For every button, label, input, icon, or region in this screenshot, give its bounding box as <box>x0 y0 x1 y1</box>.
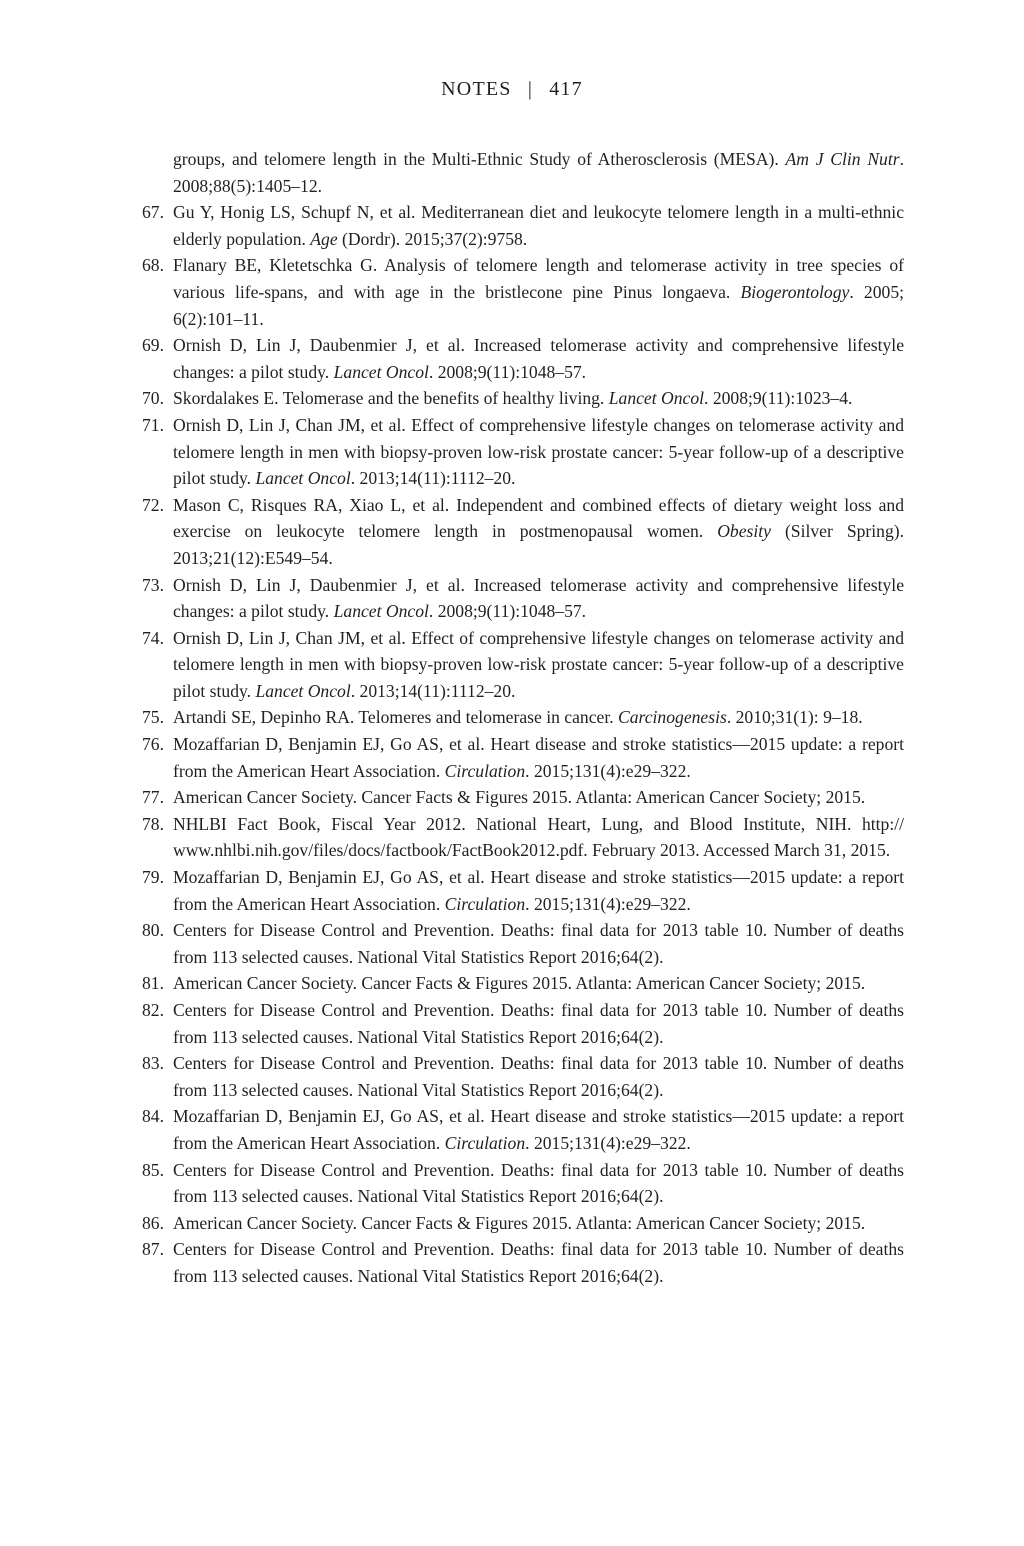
citation-text: . 2015;131(4):e29–322. <box>525 760 691 781</box>
citation-text: Ornish D, Lin J, Daubenmier J, et al. Increased telomerase activity and comprehensive lifestyle changes: a pilot study. <box>173 574 904 622</box>
note-number: 67. <box>142 202 164 223</box>
note-item <box>134 332 904 385</box>
note-number: 87. <box>142 1239 164 1260</box>
note-number: 69. <box>142 335 164 356</box>
note-text <box>173 575 904 622</box>
note-number: 81. <box>142 973 164 994</box>
note-number: 68. <box>142 255 164 276</box>
citation-text: Flanary BE, Kletetschka G. Analysis of telomere length and telomerase activity in tree species of various life-spans, and with age in the bristlecone pine Pinus longaeva. <box>173 255 904 302</box>
citation-text: . 2008;9(11):1048–57. <box>428 361 587 382</box>
citation-text: American Cancer Society. Cancer Facts & Figures 2015. Atlanta: American Cancer Society; 2015. <box>173 973 866 994</box>
note-item <box>134 1210 904 1237</box>
journal-title: Lancet Oncol <box>333 601 429 622</box>
citation-text: . 2010;31(1): 9–18. <box>726 707 863 728</box>
note-text <box>173 734 904 781</box>
note-number: 83. <box>142 1053 164 1074</box>
citation-text: NHLBI Fact Book, Fiscal Year 2012. National Heart, Lung, and Blood Institute, NIH. http:// www.nhlbi.nih.gov/files/docs/factbook/FactBook2012.pdf. February 2013. Accessed March 31, 2015. <box>173 813 904 861</box>
note-text <box>173 1160 904 1207</box>
note-text <box>173 1213 865 1233</box>
citation-text: . 2008;9(11):1023–4. <box>704 388 853 409</box>
journal-title: Lancet Oncol <box>608 388 705 409</box>
citation-text: . 2013;14(11):1112–20. <box>350 680 516 701</box>
citation-text: Gu Y, Honig LS, Schupf N, et al. Mediterranean diet and leukocyte telomere length in a multi-ethnic elderly population. <box>173 202 904 249</box>
journal-title: Circulation <box>444 893 526 914</box>
note-number: 74. <box>142 627 164 648</box>
citation-text: . 2008;9(11):1048–57. <box>428 601 587 622</box>
note-number: 84. <box>142 1106 164 1127</box>
journal-title: Obesity <box>717 521 771 542</box>
citation-text: groups, and telomere length in the Multi-Ethnic Study of Atherosclerosis (MESA). <box>173 149 786 169</box>
note-text <box>173 255 904 328</box>
section-title: NOTES <box>441 78 512 100</box>
note-number: 73. <box>142 574 164 595</box>
note-item <box>134 1157 904 1210</box>
citation-text: Centers for Disease Control and Prevention. Deaths: final data for 2013 table 10. Number of deaths from 113 selected causes. National Vital Statistics Report 2016;64(2). <box>173 920 904 967</box>
citation-text: . 2013;14(11):1112–20. <box>350 468 516 489</box>
citation-text: (Dordr). 2015;37(2):9758. <box>337 228 528 249</box>
note-text <box>173 1106 904 1153</box>
journal-title: Lancet Oncol <box>255 680 351 701</box>
citation-text: Mozaffarian D, Benjamin EJ, Go AS, et al. Heart disease and stroke statistics—2015 update: a report from the American Heart Association. <box>173 734 904 781</box>
note-text <box>173 415 904 488</box>
note-text <box>173 787 865 807</box>
note-number: 70. <box>142 388 164 409</box>
citation-text: American Cancer Society. Cancer Facts & Figures 2015. Atlanta: American Cancer Society; 2015. <box>173 1212 866 1233</box>
note-item <box>134 492 904 572</box>
note-text <box>173 1239 904 1286</box>
note-item <box>134 146 904 199</box>
notes-list <box>134 146 904 1290</box>
note-item <box>134 412 904 492</box>
note-item <box>134 704 904 731</box>
citation-text: Ornish D, Lin J, Daubenmier J, et al. Increased telomerase activity and comprehensive lifestyle changes: a pilot study. <box>173 335 904 382</box>
running-head <box>0 78 1024 101</box>
note-text <box>173 335 904 382</box>
note-item <box>134 252 904 332</box>
note-item <box>134 811 904 864</box>
note-text <box>173 202 904 249</box>
note-number: 75. <box>142 707 164 728</box>
citation-text: Centers for Disease Control and Prevention. Deaths: final data for 2013 table 10. Number of deaths from 113 selected causes. National Vital Statistics Report 2016;64(2). <box>173 1053 904 1100</box>
journal-title: Lancet Oncol <box>255 468 351 489</box>
page-number: 417 <box>549 78 583 100</box>
note-number: 77. <box>142 787 164 808</box>
citation-text: . 2015;131(4):e29–322. <box>525 893 691 914</box>
note-text <box>173 628 904 701</box>
note-number: 71. <box>142 414 164 435</box>
journal-title: Circulation <box>444 1132 526 1153</box>
citation-text: Centers for Disease Control and Prevention. Deaths: final data for 2013 table 10. Number of deaths from 113 selected causes. National Vital Statistics Report 2016;64(2). <box>173 1000 904 1047</box>
note-item <box>134 385 904 412</box>
note-number: 86. <box>142 1212 164 1233</box>
note-text <box>173 867 904 914</box>
citation-text: American Cancer Society. Cancer Facts & Figures 2015. Atlanta: American Cancer Society; 2015. <box>173 787 866 808</box>
journal-title: Carcinogenesis <box>618 707 727 728</box>
citation-text: Mason C, Risques RA, Xiao L, et al. Independent and combined effects of dietary weight loss and exercise on leukocyte telomere length in postmenopausal women. <box>173 494 904 542</box>
note-item <box>134 970 904 997</box>
note-item <box>134 572 904 625</box>
note-item <box>134 864 904 917</box>
journal-title: Biogerontology <box>740 281 850 302</box>
note-item <box>134 1236 904 1289</box>
note-item <box>134 917 904 970</box>
note-number: 72. <box>142 494 164 515</box>
journal-title: Age <box>310 228 338 249</box>
citation-text: . 2015;131(4):e29–322. <box>525 1132 691 1153</box>
note-text <box>173 707 863 727</box>
note-text <box>173 920 904 967</box>
citation-text: Centers for Disease Control and Prevention. Deaths: final data for 2013 table 10. Number of deaths from 113 selected causes. National Vital Statistics Report 2016;64(2). <box>173 1239 904 1286</box>
citation-text: Ornish D, Lin J, Chan JM, et al. Effect of comprehensive lifestyle changes on telomerase activity and telomere length in men with biopsy-proven low-risk prostate cancer: 5-year follow-up of a descriptive pilot study. <box>173 414 904 489</box>
citation-text: . 2008;88(5):1405–12. <box>173 149 904 196</box>
note-text <box>173 973 865 993</box>
note-number: 79. <box>142 867 164 888</box>
note-text <box>173 388 852 408</box>
note-item <box>134 199 904 252</box>
note-item <box>134 997 904 1050</box>
note-number: 78. <box>142 813 164 834</box>
citation-text: (Silver Spring). 2013;21(12):E549–54. <box>173 521 904 568</box>
citation-text: Artandi SE, Depinho RA. Telomeres and telomerase in cancer. <box>173 707 618 728</box>
note-number: 80. <box>142 920 164 941</box>
note-text <box>173 1000 904 1047</box>
citation-text: . 2005; 6(2):101–11. <box>173 281 904 329</box>
note-item <box>134 731 904 784</box>
citation-text: Centers for Disease Control and Prevention. Deaths: final data for 2013 table 10. Number of deaths from 113 selected causes. National Vital Statistics Report 2016;64(2). <box>173 1159 904 1207</box>
note-number: 82. <box>142 1000 164 1020</box>
citation-text: Skordalakes E. Telomerase and the benefits of healthy living. <box>173 388 609 409</box>
note-item <box>134 1050 904 1103</box>
note-item <box>134 625 904 705</box>
note-number: 76. <box>142 734 164 755</box>
note-text <box>173 1053 904 1100</box>
citation-text: Mozaffarian D, Benjamin EJ, Go AS, et al. Heart disease and stroke statistics—2015 update: a report from the American Heart Association. <box>173 867 904 914</box>
citation-text: Ornish D, Lin J, Chan JM, et al. Effect of comprehensive lifestyle changes on telomerase activity and telomere length in men with biopsy-proven low-risk prostate cancer: 5-year follow-up of a descriptive pilot study. <box>173 627 904 701</box>
note-item <box>134 1103 904 1156</box>
journal-title: Lancet Oncol <box>333 361 429 382</box>
header-separator: | <box>527 78 534 100</box>
journal-title: Am J Clin Nutr <box>785 149 900 169</box>
note-text <box>173 149 904 196</box>
journal-title: Circulation <box>444 760 526 781</box>
note-text <box>173 814 904 861</box>
citation-text: Mozaffarian D, Benjamin EJ, Go AS, et al. Heart disease and stroke statistics—2015 update: a report from the American Heart Association. <box>173 1106 904 1153</box>
note-text <box>173 495 904 568</box>
note-item <box>134 784 904 811</box>
note-number: 85. <box>142 1159 164 1180</box>
